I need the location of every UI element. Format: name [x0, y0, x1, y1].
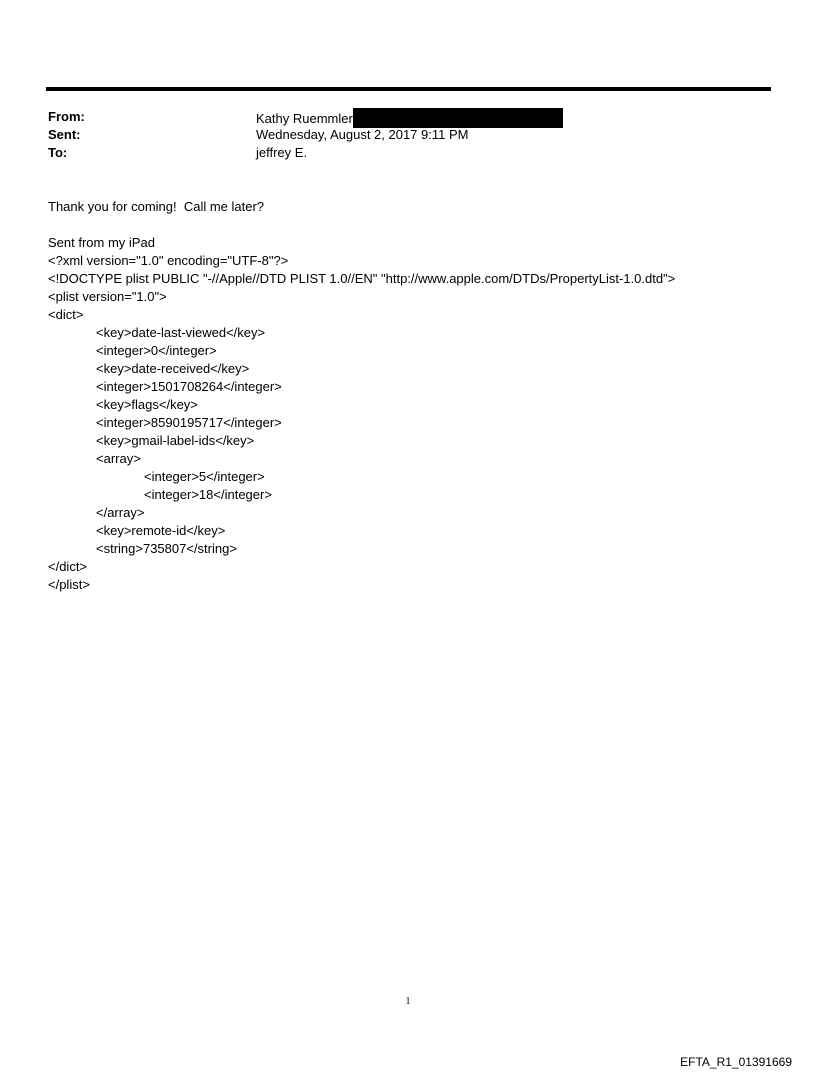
from-value — [256, 108, 563, 128]
sender-name: Kathy Ruemmler — [256, 111, 353, 126]
plist-line: <key>date-received</key> — [96, 361, 250, 376]
plist-line: <?xml version="1.0" encoding="UTF-8"?> — [48, 253, 289, 268]
plist-line: <string>735807</string> — [96, 541, 237, 556]
plist-line: <integer>1501708264</integer> — [96, 379, 282, 394]
message-greeting: Thank you for coming! Call me later? — [48, 199, 265, 214]
redaction-box — [353, 108, 563, 128]
plist-line: <plist version="1.0"> — [48, 289, 167, 304]
plist-line: <key>flags</key> — [96, 397, 198, 412]
plist-line: <!DOCTYPE plist PUBLIC "-//Apple//DTD PLIST 1.0//EN" "http://www.apple.com/DTDs/PropertyList-1.0.dtd"> — [48, 271, 676, 286]
plist-line: </dict> — [48, 559, 88, 574]
plist-line: <key>remote-id</key> — [96, 523, 226, 538]
plist-line: <key>gmail-label-ids</key> — [96, 433, 255, 448]
to-label: To: — [48, 145, 68, 160]
from-label: From: — [48, 109, 85, 124]
bates-number: EFTA_R1_01391669 — [680, 1055, 792, 1069]
header-divider — [46, 87, 771, 91]
to-value: jeffrey E. — [256, 145, 308, 160]
page-number: 1 — [405, 996, 411, 1007]
plist-line: <integer>5</integer> — [144, 469, 265, 484]
sent-value: Wednesday, August 2, 2017 9:11 PM — [256, 127, 469, 142]
plist-line: <key>date-last-viewed</key> — [96, 325, 266, 340]
plist-line: </plist> — [48, 577, 90, 592]
plist-line: </array> — [96, 505, 145, 520]
plist-line: <integer>18</integer> — [144, 487, 272, 502]
plist-line: <array> — [96, 451, 141, 466]
plist-line: <dict> — [48, 307, 84, 322]
plist-line: <integer>0</integer> — [96, 343, 217, 358]
sent-label: Sent: — [48, 127, 81, 142]
plist-line: <integer>8590195717</integer> — [96, 415, 282, 430]
message-signature: Sent from my iPad — [48, 235, 155, 250]
